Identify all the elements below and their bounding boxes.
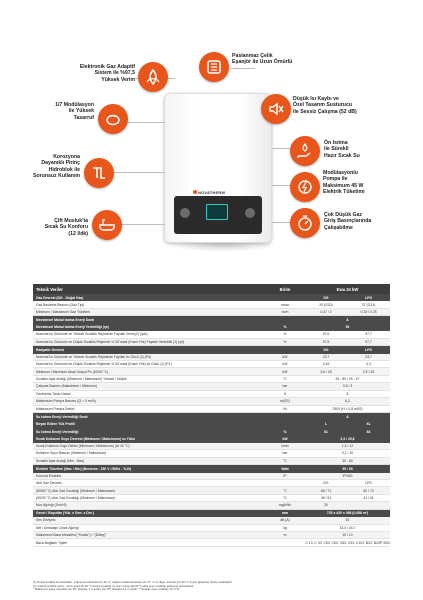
table-row (33, 539, 390, 546)
table-row (33, 368, 390, 375)
row-label: Beyan Edilen Yük Profili (36, 422, 75, 427)
row-value: 52 (345, 518, 350, 523)
feature-silencer-text (293, 96, 388, 115)
feature-line: Modülasyonlu (323, 170, 358, 176)
table-row (33, 525, 390, 532)
table-row (33, 458, 390, 465)
row-unit: bar (282, 451, 288, 456)
row-value-ng: 0,37 / 2 (320, 310, 332, 315)
feature-line: 1/7 Modülasyon (55, 102, 94, 108)
row-label: Atık Gaz Devresi (36, 481, 62, 486)
feature-line: Çok Düşük Gaz (324, 212, 363, 218)
row-value: A (346, 318, 349, 323)
feature-line: Özel Tasarım Susturucu (293, 102, 352, 109)
row-label: Koruma Endeksi (36, 473, 61, 478)
row-unit: IP (283, 473, 287, 478)
footnotes (33, 581, 390, 592)
feature-pump-text (323, 170, 393, 196)
adaptive-gas-icon (138, 62, 168, 92)
row-value-ng: 65 / 71 (320, 488, 332, 493)
row-value-ng: 3,6 / 25 (320, 369, 332, 374)
row-label: Nominal Isı Gücünde ve Yüksek Sıcaklık Rejiminde Faydalı Verim(2) (ηd4) (36, 332, 148, 337)
connector-line (230, 68, 255, 69)
row-unit: % (283, 325, 287, 330)
table-section-row (33, 510, 390, 517)
row-value-lpg: LPG (365, 295, 372, 300)
row-value-ng: 20 (G20) (319, 302, 333, 307)
table-row (33, 331, 390, 338)
header-unit: Birim (279, 286, 291, 292)
table-section-row (33, 428, 390, 435)
table-row (33, 354, 390, 361)
row-value-lpg: LPG (365, 481, 372, 486)
footnote: * Maksimum baca mesafesi her 90° dirsekte 1 m azalır, her 45° dirsekte 0,5 m azalır. ** Şebeke suyu sıcaklığı 10 °C'tir. (33, 587, 180, 592)
row-unit: dB (A) (280, 518, 290, 523)
row-label: Nox Ağırlığı (Sınıf 6) (36, 503, 67, 508)
feature-hydroblock-text (25, 154, 80, 180)
row-value-lpg: 97,7 (365, 339, 372, 344)
row-unit: kW (282, 362, 288, 367)
row-unit: bar (282, 384, 288, 389)
row-unit: mm (281, 511, 289, 516)
footnote: (1) Düşük sıcaklık ile kastedilen, yoğuşmalı kazanlar için 30 °C, düşük sıcaklık kazanları için 37 °C ve diğer ısıtıcılar için 50 °C (ısıtıcı girişinde) dönüş sıcaklığıdır. (33, 580, 233, 584)
row-value-lpg: LPG (365, 347, 372, 352)
row-value-lpg: 84 (366, 429, 371, 434)
feature-line: Maksimum 45 W (323, 182, 364, 189)
row-value-ng: 97,6 (322, 332, 330, 337)
connector-line (110, 172, 165, 173)
row-unit: % (283, 429, 287, 434)
row-label: (50/30 °C) Atık Gaz Sıcaklığı (Minimum / Maksimum) (36, 496, 116, 501)
savings-piggy-icon (98, 104, 128, 134)
spec-table-body (33, 294, 390, 547)
row-label: Nominal Isı Gücünün ve Düşük Sıcaklık Rejiminin % 30'unda (Kısmi Yük) Faydalı Verimlilik (1) (ηd) (36, 339, 185, 344)
row-label: Genel / Boyutlar (Yük. x Gen. x Der.) (36, 511, 94, 516)
table-row (33, 517, 390, 524)
row-value-lpg: 23,7 (365, 354, 372, 359)
row-label: Radyatör Devresi (36, 347, 64, 352)
boiler-display (206, 204, 228, 220)
table-row (33, 473, 390, 480)
boiler-brand: NOVATHERM (198, 190, 225, 195)
row-label: Kullanım Suyu Basıncı (Minimum / Maksimum) (36, 451, 107, 456)
table-row (33, 480, 390, 487)
row-value: 3,3 / 25,6 (340, 437, 355, 442)
row-unit: % (283, 332, 287, 337)
row-value-lpg: 0,15 / 0,78 (360, 310, 377, 315)
row-value-lpg: 37 (G31) (361, 302, 376, 307)
feature-line: Pompa ile (323, 176, 348, 183)
row-value: 0,2 / 10 (341, 451, 354, 456)
row-label: Minimum / Maksimum Gaz Tüketimi (36, 310, 90, 315)
silent-speaker-icon (261, 94, 291, 124)
boiler-knob-left (180, 208, 190, 218)
row-label: Maksimum Pompa Debisi (36, 406, 75, 411)
row-value-ng: L (324, 422, 328, 427)
feature-adaptive-text (55, 64, 135, 83)
connector-line (272, 148, 290, 149)
feature-exchanger-text (232, 53, 322, 66)
brand-logo-icon (193, 190, 197, 194)
table-row (33, 391, 390, 398)
table-row (33, 376, 390, 383)
row-value-ng: 20 (324, 503, 328, 508)
row-value-lpg: 41 / 51 (363, 496, 374, 501)
table-row (33, 450, 390, 457)
feature-line: ile Yüksek (68, 108, 94, 115)
row-label: Elektrik Tüketimi (Max / Min) (Besleme : 230 V ≈50Hz - %10) (36, 466, 132, 471)
feature-line: Yüksek Verim (101, 76, 135, 83)
row-label: Net / Ambalajlı Cihaz Ağırlığı (36, 525, 79, 530)
table-row (33, 443, 390, 450)
row-unit: m³/h (281, 310, 289, 315)
row-unit: Watt (281, 466, 289, 471)
row-value: C 13, C 33, C53, C63, C83, C93, C103, B23, B23P, B33 (305, 540, 390, 545)
row-value: IPX5D (342, 473, 353, 478)
feature-line: Ön Isıtma (324, 140, 348, 146)
table-section-row (33, 465, 390, 472)
row-value: 25 - 80 / 25 - 47 (335, 377, 360, 382)
table-row (33, 309, 390, 316)
feature-line: Sistem ile %97,5 (94, 70, 135, 77)
table-row (33, 406, 390, 413)
row-label: Sıcaklık Ayar Aralığı (Minimum / Maksimum) Yüksek / Düşük (36, 377, 127, 382)
table-row (33, 495, 390, 502)
feature-line: Eşanjör ile Uzun Ömürlü (232, 59, 293, 66)
row-value-ng: DG (323, 295, 329, 300)
hydroblock-pipe-icon (84, 158, 114, 188)
row-label: Maksimum Pompa Basıncı (Q = 0 m³/h) (36, 399, 96, 404)
connector-line (272, 185, 292, 186)
row-unit: l/min (281, 443, 289, 448)
row-value-ng: DG (323, 481, 329, 486)
row-label: Çalışma Basıncı (Maksimum / Minimum) (36, 384, 97, 389)
table-row (33, 532, 390, 539)
row-unit: °C (283, 377, 287, 382)
row-value-ng: 45 / 51 (320, 496, 332, 501)
feature-line: Çift Musluk'ta (54, 218, 88, 224)
feature-line: Dayanıklı Pirinç (41, 160, 80, 167)
feature-line: Hidroblok ile (48, 166, 80, 173)
row-value-lpg: 4,4 (366, 362, 371, 367)
boiler-knob-right (245, 208, 255, 218)
row-label: (80/60 °C) Atık Gaz Sıcaklığı (Minimum / Maksimum) (36, 488, 116, 493)
table-section-row (33, 316, 390, 323)
row-unit: % (283, 339, 287, 344)
row-value: 95 / 55 (342, 466, 353, 471)
feature-line: Hazır Sıcak Su (324, 152, 360, 159)
bathtub-icon (92, 210, 122, 240)
row-unit: mbar (281, 302, 289, 307)
table-section-row (33, 413, 390, 420)
row-value-ng: DG (323, 347, 329, 352)
row-value: 1,5 / 12 (341, 443, 354, 448)
row-value-lpg: 97,7 (365, 332, 372, 337)
row-value-ng: 23,7 (322, 354, 330, 359)
table-section-row (33, 294, 390, 301)
feature-line: Sıcak Su Konforu (44, 224, 88, 231)
table-row (33, 398, 390, 405)
row-value: 2500 (H = 0,8 mSS) (332, 406, 363, 411)
feature-line: Tasarruf (73, 114, 94, 121)
table-row (33, 361, 390, 368)
row-value: 33,3 / 34,7 (339, 525, 356, 530)
feature-line: Paslanmaz Çelik (232, 53, 273, 59)
table-row (33, 339, 390, 346)
footnote: (2) Yüksek sıcaklık rejimi : ısıtıcı girişinde 60 °C dönüş sıcaklığı ve ısıtıcı çıkışında 80 °C akış suyu sıcaklığı anlamına gelmektedir. (33, 583, 195, 588)
row-value-ng: 4,34 (322, 362, 330, 367)
table-row (33, 487, 390, 494)
feature-line: Korozyona (53, 154, 80, 160)
feature-infographic (0, 0, 423, 272)
pump-bolt-icon (290, 172, 320, 202)
hand-water-icon (290, 136, 320, 166)
row-value: A (346, 414, 349, 419)
table-row (33, 301, 390, 308)
feature-line: Elektronik Gaz Adaptif (79, 64, 135, 70)
feature-lowpressure-text (324, 212, 394, 231)
feature-line: (12 l/dk) (68, 230, 88, 237)
table-section-row (33, 435, 390, 442)
row-label: Sıcak Kullanım Suyu Debisi (Minimum / Maksimum) (Δt 30 °C) (36, 443, 130, 448)
row-unit: l/h (283, 406, 287, 411)
heat-exchanger-icon (199, 52, 229, 82)
row-value: 8 (346, 391, 349, 396)
row-value: 35 - 60 (342, 458, 353, 463)
row-unit: m(SS) (280, 399, 290, 404)
row-label: Gaz Besleme Basıncı (Gaz Tipi) (36, 302, 85, 307)
row-label: Maksimum Baca Mesafesi ("Koaks") / "(Dikey)" (36, 533, 107, 538)
table-section-row (33, 346, 390, 353)
feature-line: Giriş Basınçlarında (324, 218, 372, 225)
row-value: 6,2 (345, 399, 350, 404)
row-value-lpg: 60 / 70 (363, 488, 374, 493)
row-unit: mg/kWh (278, 503, 292, 508)
feature-line: Çalışabilme (324, 224, 353, 231)
row-unit: kW (282, 354, 288, 359)
row-label: Nominal Isı Gücünün ve Düşük Sıcaklık Rejiminin % 30'unda (Kısmi Yük) Isı Gücü (1) (P1) (36, 362, 172, 367)
header-technical-data: Teknik Veriler (36, 286, 63, 292)
row-value: 0,5 / 3 (342, 384, 353, 389)
row-value: 725 x 420 x 268 (0,088 m³) (326, 511, 369, 516)
feature-preheat-text (324, 140, 394, 159)
row-label: Gaz Devresi (DG - Doğal Gaz) (36, 295, 84, 300)
spec-table-header (33, 284, 390, 294)
row-label: Sıcaklık Ayar Aralığı (Min - Max) (36, 458, 85, 463)
row-label: Su Isıtma Enerji Verimliliği (36, 429, 79, 434)
row-unit: kg (283, 525, 287, 530)
row-unit: kW (282, 437, 288, 442)
table-section-row (33, 324, 390, 331)
table-row (33, 502, 390, 509)
table-row (33, 383, 390, 390)
feature-line: ile Sessiz Çalışma (52 dB) (293, 108, 357, 115)
row-label: Sıcak Kullanım Suyu Devresi (Minimum / Maksimum) ısı Yükü (36, 437, 135, 442)
feature-line: Sorunsuz Kullanım (33, 173, 80, 180)
feature-line: ile Sürekli (324, 146, 349, 153)
feature-modulation-text (30, 102, 94, 121)
row-unit: °C (283, 488, 287, 493)
row-label: Nominal Isı Gücünde ve Yüksek Sıcaklık Rejiminde Faydalı Isı Gücü (2) (P4) (36, 354, 152, 359)
pressure-gauge-icon (290, 208, 320, 238)
row-label: Su Isıtma Enerji Verimliliği Sınıfı (36, 414, 88, 419)
row-value-ng: 97,5 (322, 339, 330, 344)
row-unit: lt (284, 391, 286, 396)
header-model: Ewa 24 kW (336, 286, 359, 292)
feature-line: Elektrik Tüketimi (323, 189, 365, 196)
spec-table (33, 284, 390, 547)
row-value: 10 / 10 (342, 533, 353, 538)
row-label: Ses Seviyesi (36, 518, 56, 523)
row-unit: m (283, 533, 287, 538)
row-unit: °C (283, 496, 287, 501)
row-label: Genleşme Tankı Hacmi (36, 391, 71, 396)
row-value-lpg: 2,5 / 25 (362, 369, 375, 374)
row-value-ng: 81 (324, 429, 328, 434)
row-unit: °C (283, 458, 287, 463)
feature-line: Düşük Isı Kaybı ve (293, 96, 339, 102)
feature-dhw-text (28, 218, 88, 237)
row-label: Baca Bağlantı Tipleri (36, 540, 68, 545)
row-label: Minimum / Maximum Akışt Output Pn (50/30 °C) (36, 369, 109, 374)
row-label: Mevsimsel Mahal Isıtma Enerji Verimliliği (ηs) (36, 325, 109, 330)
table-section-row (33, 420, 390, 427)
row-label: Mevsimsel Mahal Isıtma Enerji Sınıfı (36, 318, 95, 323)
connector-line (272, 222, 292, 223)
row-value: 92 (345, 325, 350, 330)
row-value-lpg: XL (366, 422, 371, 427)
row-unit: kW (282, 369, 288, 374)
